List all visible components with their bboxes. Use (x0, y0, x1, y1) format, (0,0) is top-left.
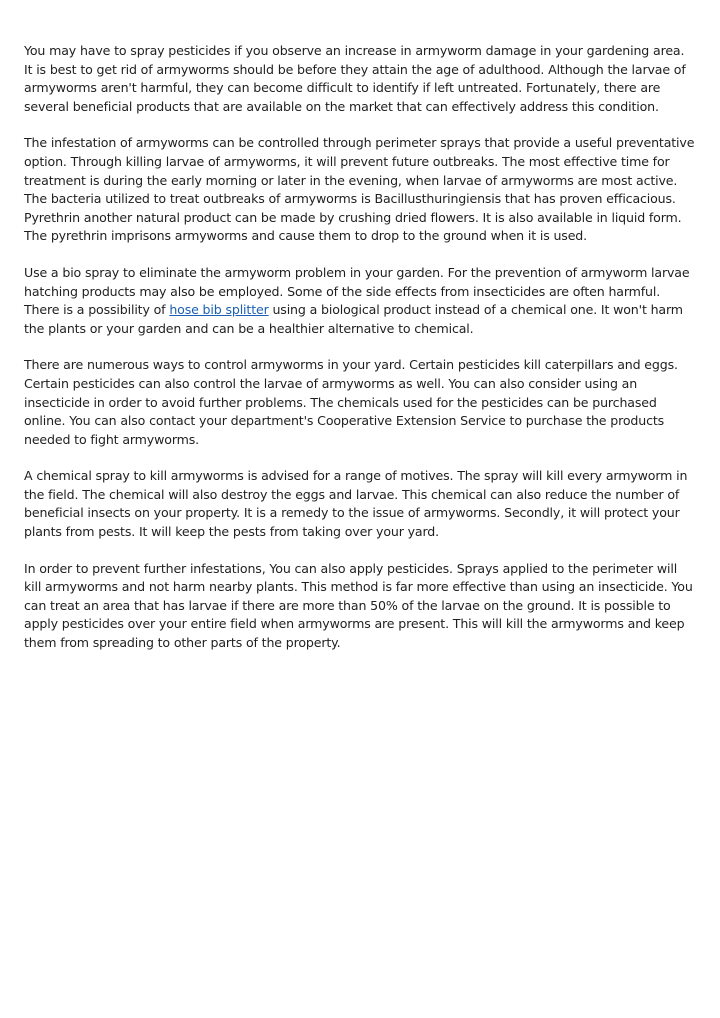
paragraph-3-text-before-link: Use a bio spray to eliminate the armyworm problem in your garden. For the prevention of armyworm larvae hatching products may also be employed. Some of the side effects from insecticides are often harmful. There is a possibility of (24, 264, 690, 318)
paragraph-1: You may have to spray pesticides if you observe an increase in armyworm damage in your gardening area. It is best to get rid of armyworms should be before they attain the age of adulthood. Although the larvae of armyworms aren't harmful, they can become difficult to identify if left untreated. Fortunately, there are several beneficial products that are available on the market that can effectively address this condition. (24, 43, 686, 114)
document-body (24, 42, 696, 671)
paragraph-4: There are numerous ways to control armyworms in your yard. Certain pesticides kill caterpillars and eggs. Certain pesticides can also control the larvae of armyworms as well. You can also consider using an insecticide in order to avoid further problems. The chemicals used for the pesticides can be purchased online. You can also contact your department's Cooperative Extension Service to purchase the products needed to fight armyworms. (24, 357, 678, 447)
paragraph-3-text-after-link: using a biological product instead of a chemical one. It won't harm the plants or your garden and can be a healthier alternative to chemical. (24, 302, 683, 336)
paragraph-3 (24, 264, 696, 338)
paragraph-6: In order to prevent further infestations, You can also apply pesticides. Sprays applied to the perimeter will kill armyworms and not harm nearby plants. This method is far more effective than using an insecticide. You can treat an area that has larvae if there are more than 50% of the larvae on the ground. It is possible to apply pesticides over your entire field when armyworms are present. This will kill the armyworms and keep them from spreading to other parts of the property. (24, 560, 693, 651)
paragraph-2: The infestation of armyworms can be controlled through perimeter sprays that provide a useful preventative option. Through killing larvae of armyworms, it will prevent future outbreaks. The most effective time for treatment is during the early morning or later in the evening, when larvae of armyworms are most active. The bacteria utilized to treat outbreaks of armyworms is Bacillusthuringiensis that has proven efficacious. Pyrethrin another natural product can be made by crushing dried flowers. It is also available in liquid form. The pyrethrin imprisons armyworms and cause them to drop to the ground when it is used. (24, 135, 695, 244)
hose-bib-splitter-link[interactable]: hose bib splitter (169, 302, 269, 318)
paragraph-5: A chemical spray to kill armyworms is advised for a range of motives. The spray will kill every armyworm in the field. The chemical will also destroy the eggs and larvae. This chemical can also reduce the number of beneficial insects on your property. It is a remedy to the issue of armyworms. Secondly, it will protect your plants from pests. It will keep the pests from taking over your yard. (24, 468, 688, 540)
